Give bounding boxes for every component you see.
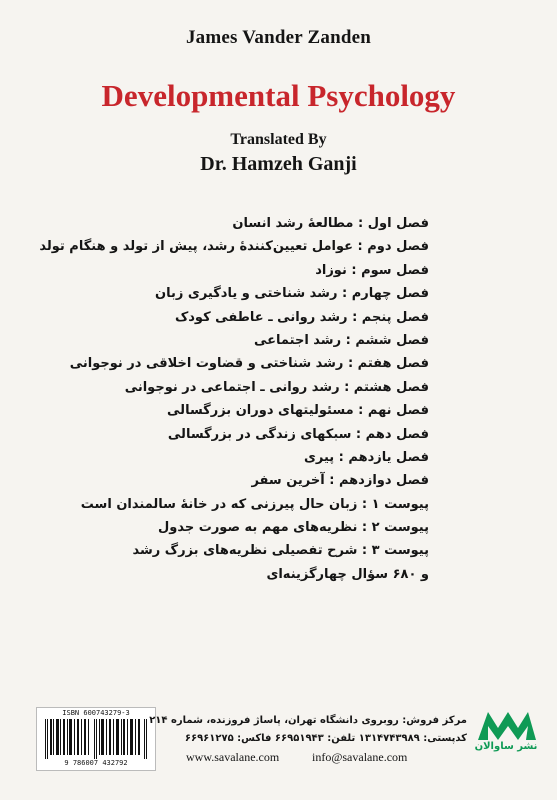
toc-item: فصل ششم : رشد اجتماعی xyxy=(254,332,429,348)
toc-item: و ۶۸۰ سؤال چهارگزینه‌ای xyxy=(266,566,429,582)
book-title: Developmental Psychology xyxy=(101,78,456,113)
toc-item: فصل نهم : مسئولیتهای دوران بزرگسالی xyxy=(167,403,429,419)
table-of-contents xyxy=(9,212,429,586)
isbn-barcode xyxy=(36,707,156,771)
toc-item: فصل چهارم : رشد شناختی و یادگیری زبان xyxy=(155,286,429,302)
toc-item: فصل یازدهم : پیری xyxy=(303,449,429,465)
toc-item: فصل دوم : عوامل تعیین‌کنندهٔ رشد، پیش از تولد و هنگام تولد xyxy=(39,239,429,255)
author-name: James Vander Zanden xyxy=(185,27,372,48)
toc-item: پیوست ۳ : شرح تفصیلی نظریه‌های بزرگ رشد xyxy=(132,543,429,559)
publisher-phones: کدپستی: ۱۳۱۴۷۴۳۹۸۹ تلفن: ۶۶۹۵۱۹۴۳ فاکس: ۶۶۹۶۱۲۷۵ xyxy=(184,733,467,744)
toc-item: فصل هشتم : رشد روانی ـ اجتماعی در نوجوانی xyxy=(124,379,429,395)
toc-item: پیوست ۲ : نظریه‌های مهم به صورت جدول xyxy=(157,520,429,536)
publisher-logo-name: نشر ساوالان xyxy=(474,741,538,752)
toc-item: فصل هفتم : رشد شناختی و قضاوت اخلاقی در نوجوانی xyxy=(69,356,429,372)
publisher-address: مرکز فروش: روبروی دانشگاه تهران، پاساژ فروزنده، شماره ۲۱۴ xyxy=(149,715,467,726)
publisher-address-block xyxy=(147,712,467,748)
website-link[interactable]: www.savalane.com xyxy=(186,750,280,764)
barcode-bars xyxy=(43,719,149,759)
toc-item: فصل دهم : سبکهای زندگی در بزرگسالی xyxy=(167,426,429,442)
translated-by-label: Translated By xyxy=(230,131,327,148)
toc-item: پیوست ۱ : زبان حال پیرزنی که در خانهٔ سالمندان است xyxy=(80,496,429,512)
toc-item: فصل اول : مطالعهٔ رشد انسان xyxy=(232,216,429,231)
barcode-digits: 9 786007 432792 xyxy=(64,759,128,767)
isbn-label: ISBN 600743279-3 xyxy=(62,709,130,717)
translator-name: Dr. Hamzeh Ganji xyxy=(200,153,357,175)
toc-item: فصل پنجم : رشد روانی ـ عاطفی کودک xyxy=(174,309,429,325)
toc-item: فصل سوم : نوزاد xyxy=(315,262,429,278)
toc-item: فصل دوازدهم : آخرین سفر xyxy=(251,473,429,489)
email-link[interactable]: info@savalane.com xyxy=(312,750,408,764)
